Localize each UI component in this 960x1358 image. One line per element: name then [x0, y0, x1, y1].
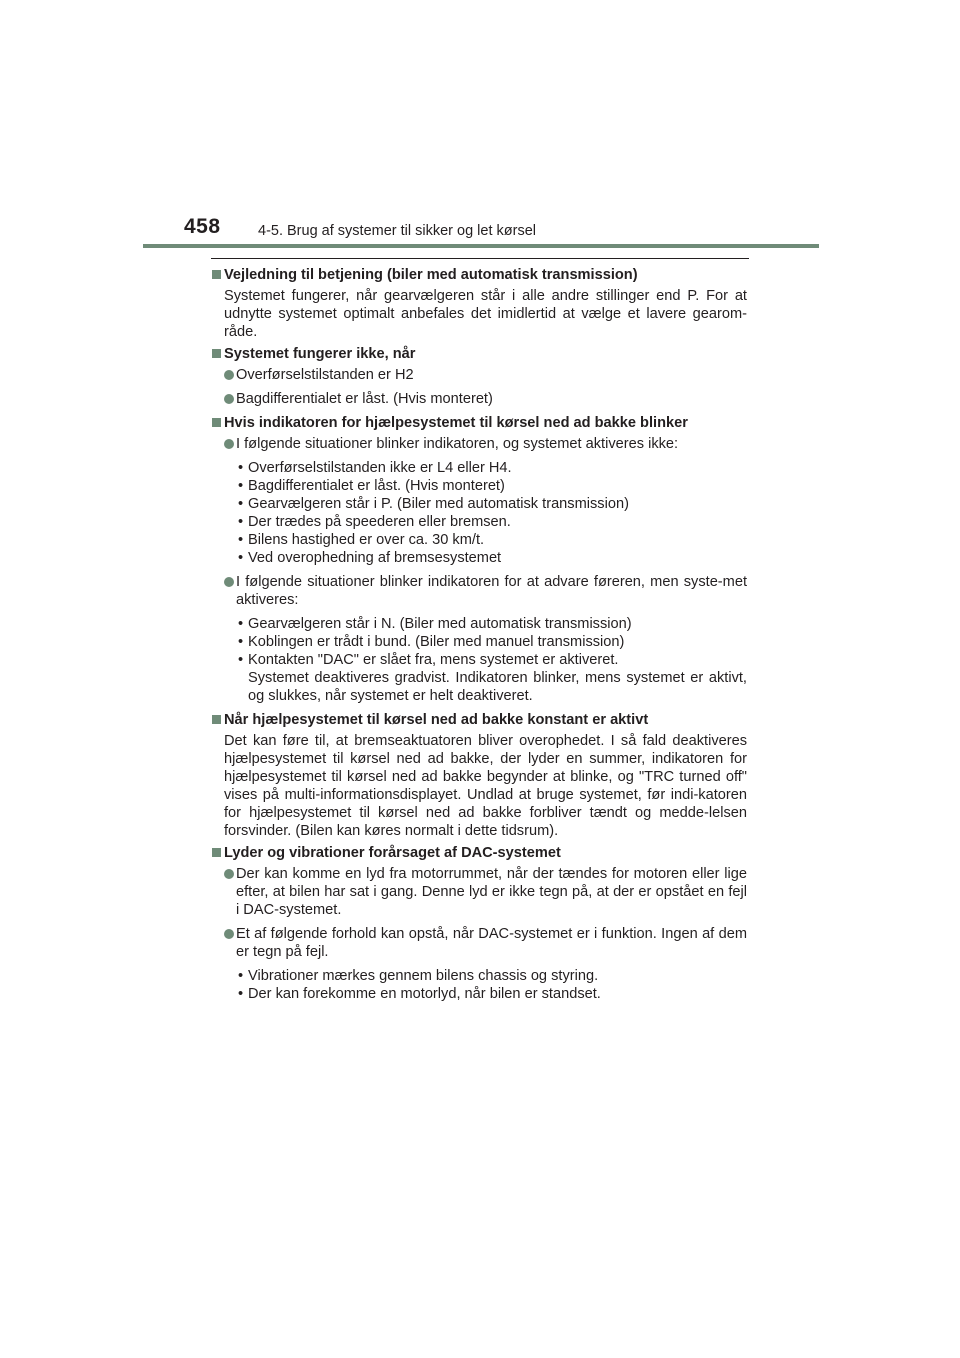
sub-list-item-text: Bagdifferentialet er låst. (Hvis monteret): [248, 478, 505, 494]
section-title: [211, 844, 747, 862]
content: [211, 266, 747, 1009]
bullet-dot-icon: •: [238, 532, 244, 548]
list-item-text: Overførselstilstanden er H2: [236, 367, 414, 383]
sub-list-item: [211, 633, 747, 651]
square-bullet-icon: [212, 848, 221, 857]
bullet-dot-icon: •: [238, 550, 244, 566]
list-item: [211, 925, 747, 961]
bullet-dot-icon: •: [238, 968, 244, 984]
section-title: [211, 711, 747, 729]
section-guidance: [211, 266, 747, 341]
list-item-text: I følgende situationer blinker indikatoren, og systemet aktiveres ikke:: [236, 436, 679, 452]
section-divider: [211, 258, 749, 259]
sub-list-item: [211, 459, 747, 477]
sub-list-item: [211, 513, 747, 531]
section-not-working: [211, 345, 747, 408]
section-title-text: Hvis indikatoren for hjælpesystemet til kørsel ned ad bakke blinker: [224, 415, 688, 431]
section-title: [211, 414, 747, 432]
square-bullet-icon: [212, 349, 221, 358]
list-item-text: I følgende situationer blinker indikatoren for at advare føreren, men syste-met aktiveres:: [236, 574, 747, 608]
square-bullet-icon: [212, 418, 221, 427]
sub-list-item-text: Koblingen er trådt i bund. (Biler med manuel transmission): [248, 634, 625, 650]
section-title-text: Når hjælpesystemet til kørsel ned ad bakke konstant er aktivt: [224, 712, 649, 728]
section-paragraph: Det kan føre til, at bremseaktuatoren bliver overophedet. I så fald deaktiveres hjælpesystemet til kørsel ned ad bakke, der lyder en summer, indikatoren for hjælpesystemet til kørsel ned ad bakke begynder at blinke, og "TRC turned off" vises på multi-informationsdisplayet. Undlad at bruge systemet, før indi-katoren for hjælpesystemet til kørsel ned ad bakke forbliver tændt og medde-lelsen forsvinder. (Bilen kan køres normalt i dette tidsrum).: [224, 733, 747, 839]
circle-bullet-icon: [224, 370, 234, 380]
sub-list-item: [211, 615, 747, 633]
bullet-dot-icon: •: [238, 652, 244, 668]
sub-list-item-text: Der kan forekomme en motorlyd, når bilen er standset.: [248, 986, 601, 1002]
section-title-text: Lyder og vibrationer forårsaget af DAC-systemet: [224, 845, 561, 861]
circle-bullet-icon: [224, 869, 234, 879]
list-item: [211, 390, 747, 408]
list-item: [211, 865, 747, 919]
sub-list-note: Systemet deaktiveres gradvist. Indikatoren blinker, mens systemet er aktivt, og slukkes, når systemet er helt deaktiveret.: [248, 670, 747, 704]
header-rule: [143, 244, 819, 248]
sub-list-item: [211, 477, 747, 495]
sub-list-item: [211, 651, 747, 705]
section-constantly-active: [211, 711, 747, 840]
section-title-text: Systemet fungerer ikke, når: [224, 346, 416, 362]
circle-bullet-icon: [224, 394, 234, 404]
section-title: [211, 345, 747, 363]
circle-bullet-icon: [224, 929, 234, 939]
sub-list: [211, 459, 747, 567]
bullet-dot-icon: •: [238, 514, 244, 530]
list-item-text: Der kan komme en lyd fra motorrummet, når der tændes for motoren eller lige efter, at bilen har sat i gang. Denne lyd er ikke tegn på, at der er opstået en fejl i DAC-systemet.: [236, 866, 747, 918]
sub-list-item-text: Overførselstilstanden ikke er L4 eller H4.: [248, 460, 512, 476]
section-indicator-blinks: [211, 414, 747, 705]
sub-list-item: [211, 531, 747, 549]
sub-list-item-text: Der trædes på speederen eller bremsen.: [248, 514, 511, 530]
section-paragraph: Systemet fungerer, når gearvælgeren står i alle andre stillinger end P. For at udnytte systemet optimalt anbefales det imidlertid at vælge et lavere gearom-råde.: [224, 288, 747, 340]
sub-list-item: [211, 985, 747, 1003]
sub-list-item: [211, 967, 747, 985]
bullet-dot-icon: •: [238, 496, 244, 512]
sub-list: [211, 615, 747, 705]
section-sounds-vibrations: [211, 844, 747, 1003]
list-item: [211, 435, 747, 453]
sub-list-item-text: Kontakten "DAC" er slået fra, mens systemet er aktiveret.: [248, 652, 619, 668]
sub-list-item: [211, 549, 747, 567]
square-bullet-icon: [212, 715, 221, 724]
bullet-dot-icon: •: [238, 478, 244, 494]
sub-list-item-text: Vibrationer mærkes gennem bilens chassis og styring.: [248, 968, 599, 984]
bullet-dot-icon: •: [238, 634, 244, 650]
sub-list-item-text: Ved overophedning af bremsesystemet: [248, 550, 502, 566]
sub-list-item-text: Gearvælgeren står i N. (Biler med automatisk transmission): [248, 616, 632, 632]
circle-bullet-icon: [224, 577, 234, 587]
bullet-dot-icon: •: [238, 460, 244, 476]
bullet-dot-icon: •: [238, 616, 244, 632]
section-title-text: Vejledning til betjening (biler med automatisk transmission): [224, 267, 638, 283]
sub-list-item: [211, 495, 747, 513]
list-item-text: Et af følgende forhold kan opstå, når DAC-systemet er i funktion. Ingen af dem er tegn på fejl.: [236, 926, 747, 960]
square-bullet-icon: [212, 270, 221, 279]
list-item-text: Bagdifferentialet er låst. (Hvis monteret): [236, 391, 493, 407]
page-number: 458: [184, 215, 221, 238]
sub-list-item-text: Bilens hastighed er over ca. 30 km/t.: [248, 532, 485, 548]
sub-list-item-text: Gearvælgeren står i P. (Biler med automatisk transmission): [248, 496, 629, 512]
list-item: [211, 573, 747, 609]
list-item: [211, 366, 747, 384]
section-title: [211, 266, 747, 284]
bullet-dot-icon: •: [238, 986, 244, 1002]
circle-bullet-icon: [224, 439, 234, 449]
sub-list: [211, 967, 747, 1003]
chapter-title: 4-5. Brug af systemer til sikker og let kørsel: [258, 223, 536, 239]
